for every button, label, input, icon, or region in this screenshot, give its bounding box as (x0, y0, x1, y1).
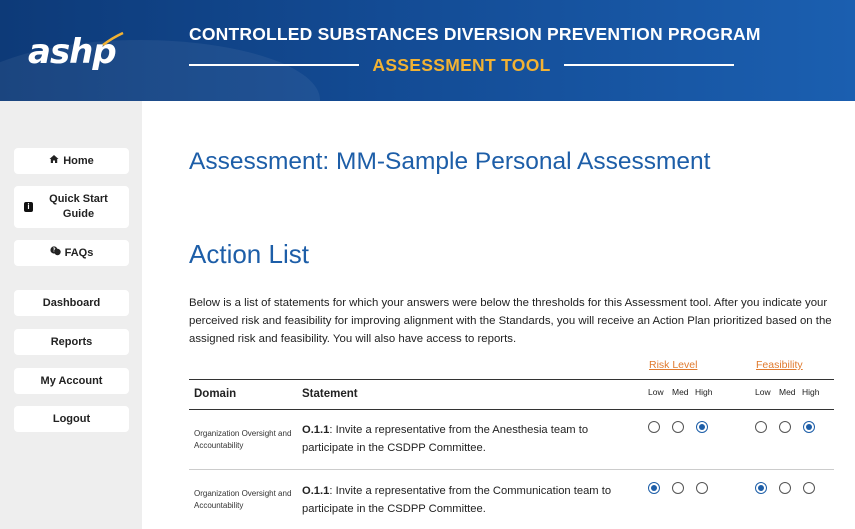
risk-high-label: High (695, 387, 713, 397)
tool-title: ASSESSMENT TOOL (372, 54, 551, 75)
feasibility-high-radio[interactable] (803, 421, 815, 433)
feasibility-med-label: Med (779, 387, 796, 397)
svg-text:?: ? (52, 247, 56, 254)
info-icon: i (24, 202, 33, 212)
sidebar (0, 101, 142, 529)
statement-text: : Invite a representative from the Anesthesia team to participate in the CSDPP Committee. (302, 424, 589, 454)
risk-low-radio[interactable] (648, 482, 660, 494)
program-title: CONTROLLED SUBSTANCES DIVERSION PREVENTION PROGRAM (189, 24, 761, 44)
logo-text: ashp (28, 32, 116, 72)
row-divider (189, 469, 834, 470)
column-header-statement: Statement (302, 388, 358, 400)
risk-med-label: Med (672, 387, 689, 397)
statement-cell (302, 421, 612, 457)
feasibility-high-label: High (802, 387, 820, 397)
divider (564, 64, 734, 66)
risk-med-radio[interactable] (672, 482, 684, 494)
feasibility-low-label: Low (755, 387, 771, 397)
sidebar-item-quick-start-guide[interactable] (14, 186, 129, 228)
header-rule (189, 409, 834, 410)
divider (189, 64, 359, 66)
statement-code: O.1.1 (302, 424, 330, 436)
main-content (142, 101, 855, 529)
sidebar-item-faqs[interactable] (14, 240, 129, 266)
domain-cell: Organization Oversight and Accountability (194, 489, 292, 510)
sidebar-item-home[interactable] (14, 148, 129, 174)
risk-low-label: Low (648, 387, 664, 397)
section-title: Action List (189, 239, 309, 269)
statement-code: O.1.1 (302, 485, 330, 497)
page-title: Assessment: MM-Sample Personal Assessment (189, 148, 711, 175)
feasibility-med-radio[interactable] (779, 482, 791, 494)
sidebar-item-my-account[interactable] (14, 368, 129, 394)
column-header-domain: Domain (194, 388, 237, 400)
sidebar-item-logout[interactable] (14, 406, 129, 432)
sidebar-item-label: FAQs (64, 246, 94, 259)
domain-cell: Organization Oversight and Accountability (194, 429, 292, 450)
risk-med-radio[interactable] (672, 421, 684, 433)
risk-low-radio[interactable] (648, 421, 660, 433)
sidebar-item-label: My Account (40, 374, 103, 387)
feasibility-med-radio[interactable] (779, 421, 791, 433)
question-bubble-icon (50, 246, 61, 261)
sidebar-item-label: Logout (52, 412, 91, 425)
intro-text: Below is a list of statements for which your answers were below the thresholds for this Assessment tool. After you indicate your perceived risk and feasibility for improving alignment with the Standards, you will receive an Action Plan prioritized based on the assigned risk and feasibility. You will also have access to reports. (189, 297, 832, 345)
feasibility-low-radio[interactable] (755, 421, 767, 433)
feasibility-low-radio[interactable] (755, 482, 767, 494)
risk-level-header-link[interactable]: Risk Level (649, 359, 698, 371)
statement-cell (302, 482, 612, 518)
sidebar-item-label: Quick Start Guide (49, 193, 108, 220)
home-icon (49, 154, 59, 169)
feasibility-high-radio[interactable] (803, 482, 815, 494)
logo-swoosh-icon (102, 32, 124, 46)
sidebar-item-dashboard[interactable] (14, 290, 129, 316)
app-header (0, 0, 855, 101)
risk-high-radio[interactable] (696, 421, 708, 433)
risk-high-radio[interactable] (696, 482, 708, 494)
statement-text: : Invite a representative from the Communication team to participate in the CSDPP Committee. (302, 485, 612, 515)
sidebar-item-label: Home (63, 154, 94, 167)
sidebar-item-label: Reports (50, 335, 93, 348)
tool-title-row (189, 54, 734, 76)
sidebar-item-reports[interactable] (14, 329, 129, 355)
ashp-logo[interactable] (28, 30, 120, 74)
table-top-rule (189, 379, 834, 380)
sidebar-item-label: Dashboard (42, 296, 101, 309)
feasibility-header-link[interactable]: Feasibility (756, 359, 803, 371)
